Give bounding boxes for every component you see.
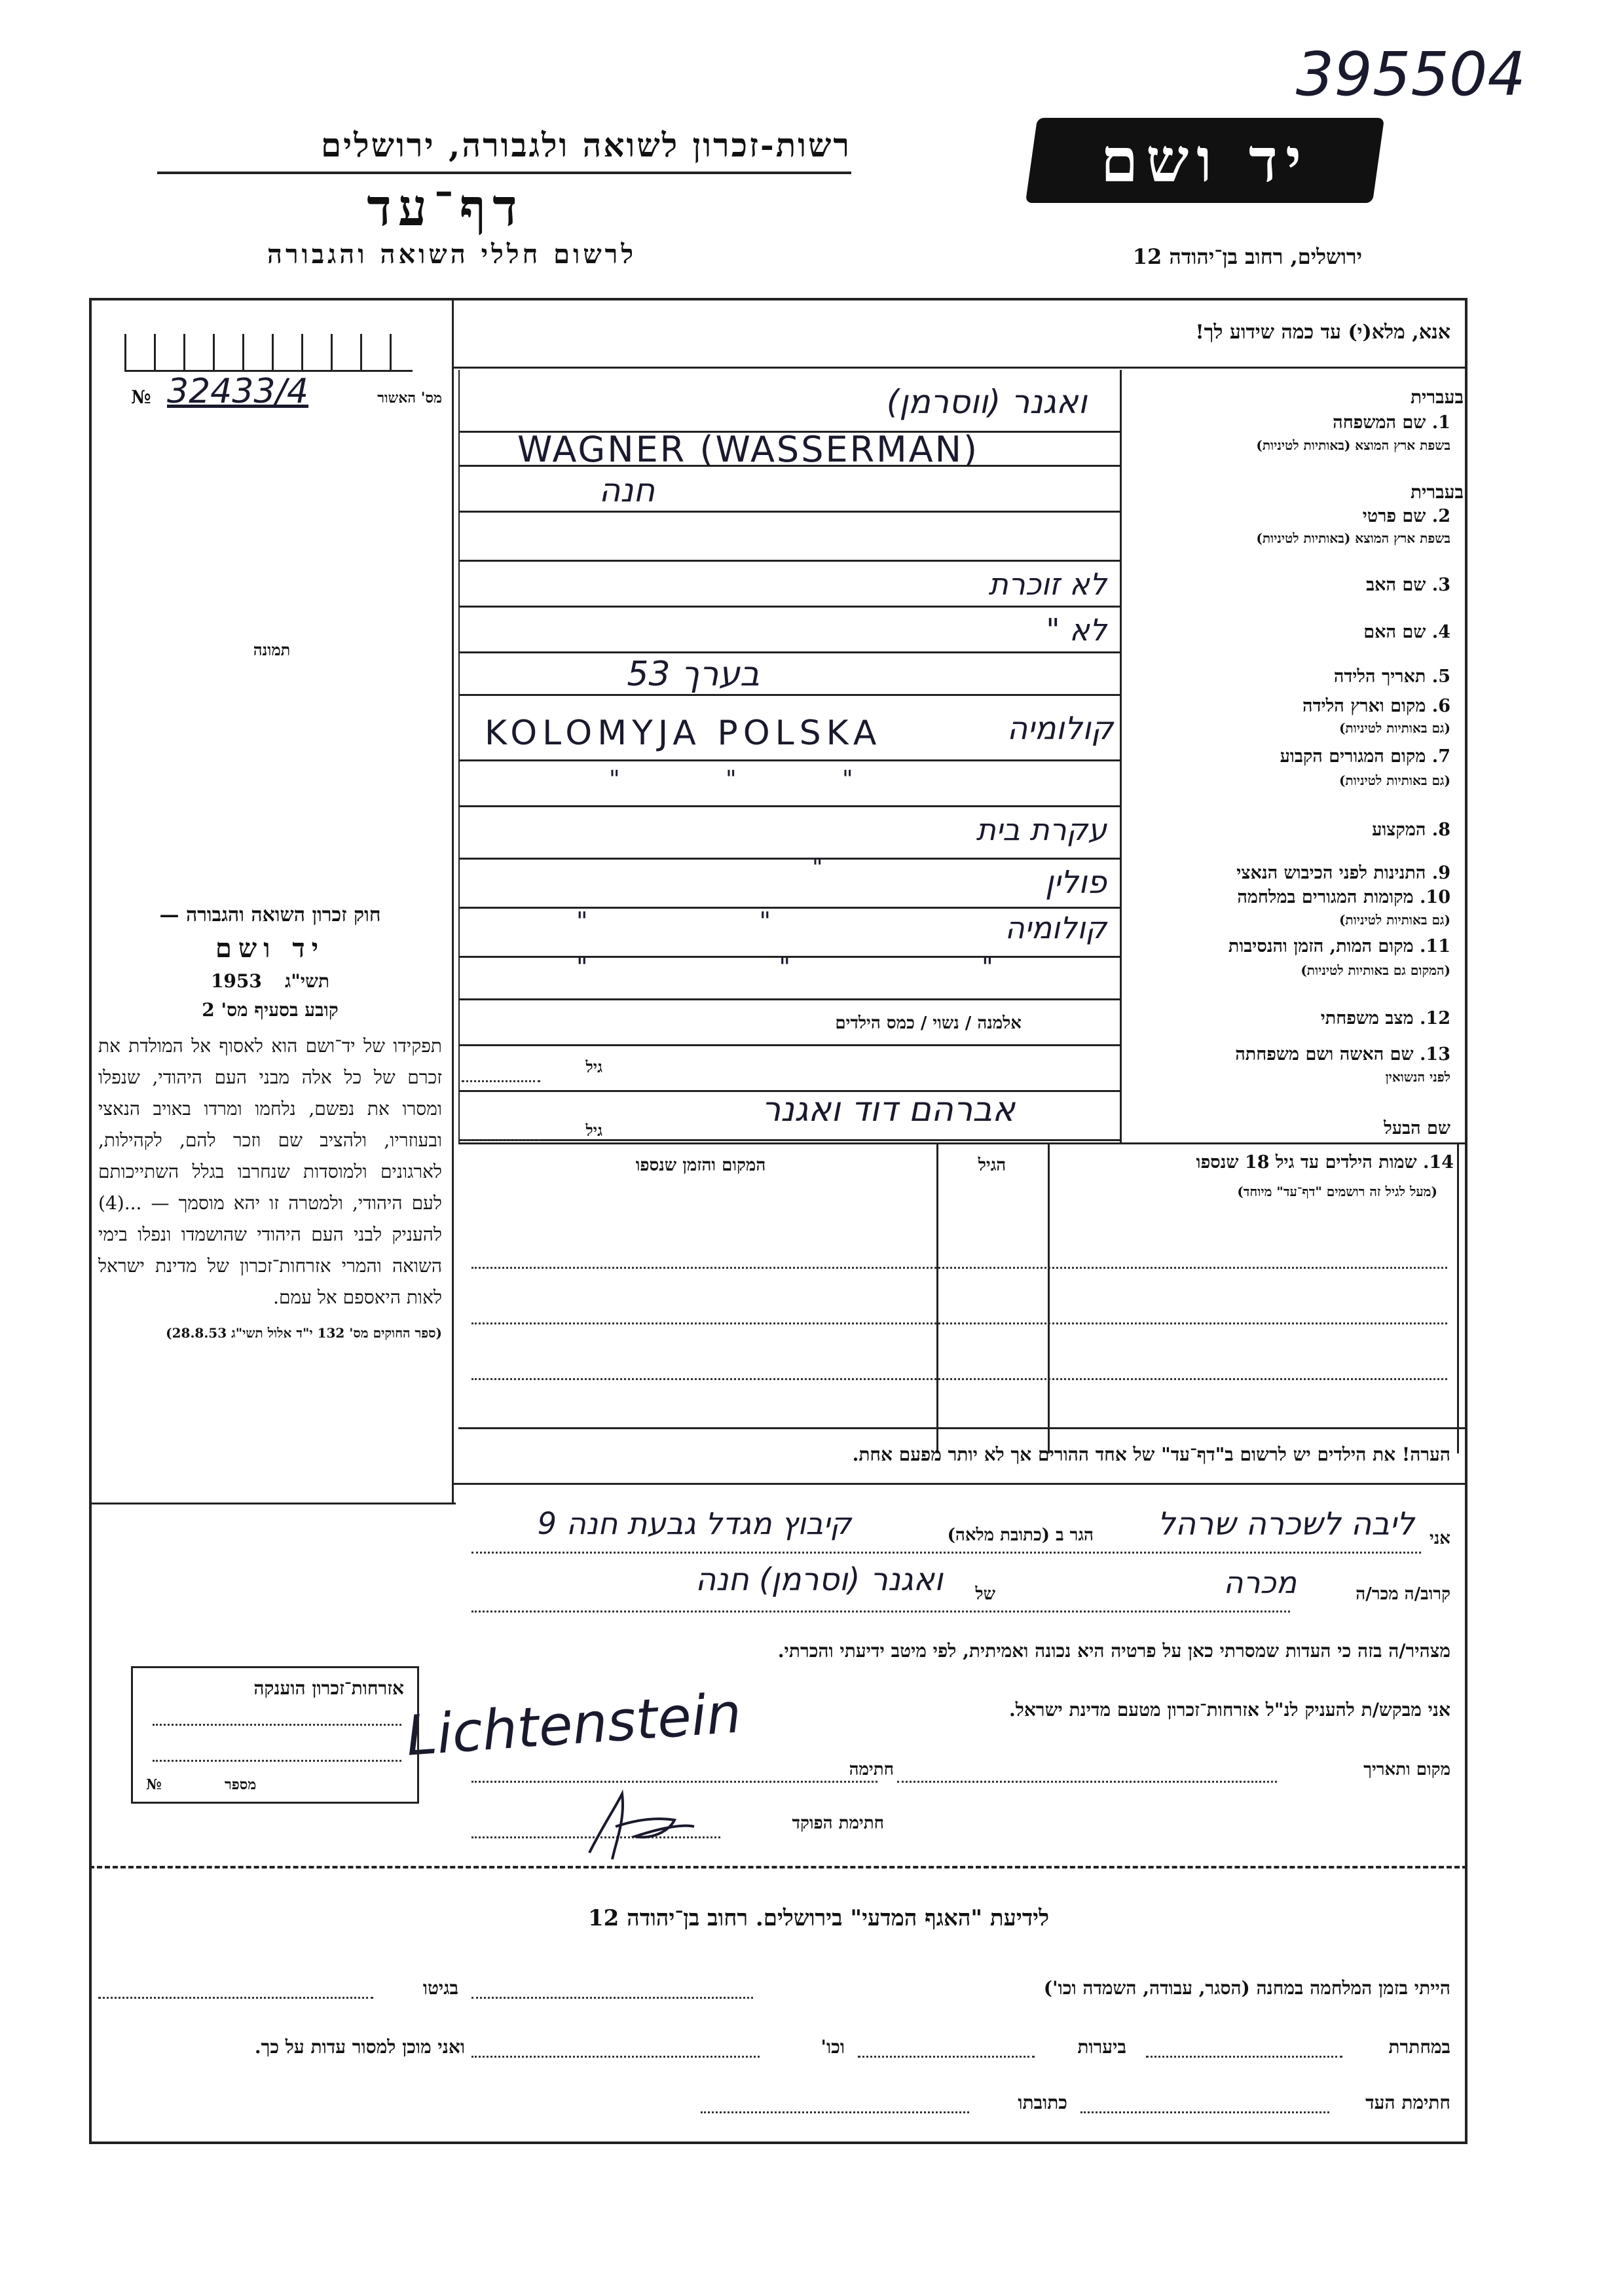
children-col-2 xyxy=(1048,1142,1050,1453)
declarant-address: קיבוץ מגדל גבעת חנה 9 xyxy=(537,1506,851,1541)
footer-blank-4 xyxy=(858,2056,1035,2058)
field-13-label: 13. שם האשה ושם משפחתה xyxy=(1235,1044,1450,1065)
law-box-bottom xyxy=(89,1503,456,1504)
citizenship-line xyxy=(153,1760,401,1762)
row-line xyxy=(458,858,1120,860)
footer-underground: במחתרת xyxy=(1388,2036,1450,2058)
authority-line: רשות-זכרון לשואה ולגבורה, ירושלים xyxy=(320,126,851,164)
footer-blank-7 xyxy=(701,2111,969,2113)
children-label: 14. שמות הילדים עד גיל 18 שנספו xyxy=(1196,1152,1454,1173)
husband-name: אברהם דוד ואגנר xyxy=(761,1090,1015,1129)
footer-blank-6 xyxy=(1080,2111,1329,2113)
declarant-i-label: אני xyxy=(1430,1529,1450,1548)
row-line xyxy=(458,606,1120,608)
declarant-name: ליבה לשכרה שרהל xyxy=(1157,1506,1414,1542)
wartime-ditto: " " xyxy=(576,907,771,936)
death-ditto: " " " xyxy=(576,953,993,981)
citizenship-line xyxy=(153,1724,401,1726)
law-year-he: תשי"ג xyxy=(284,970,330,992)
officer-sig-label: חתימת הפוקד xyxy=(792,1813,884,1833)
residence-ditto: " " " xyxy=(609,766,853,793)
field-7-label: 7. מקום המגורים הקבוע xyxy=(1280,746,1450,767)
place-date-line xyxy=(897,1781,1277,1783)
signature-label: חתימה xyxy=(849,1760,894,1779)
law-year: 1953 xyxy=(210,970,262,992)
field-8-label: 8. המקצוע xyxy=(1372,820,1450,840)
field-3-label: 3. שם האב xyxy=(1366,575,1450,595)
intro-text: אנא, מלא(י) עד כמה שידוע לך! xyxy=(1195,321,1450,344)
field-11-label: 11. מקום המות, הזמן והנסיבות xyxy=(1228,936,1450,957)
husband-label: שם הבעל xyxy=(1384,1118,1450,1139)
footer-blank-2 xyxy=(98,1997,373,1999)
tick-boxes xyxy=(124,334,426,373)
field-7-sub: (גם באותיות לטיניות) xyxy=(1338,773,1450,788)
children-sub: (מעל לגיל זה רושמים "דף־עד" מיוחד) xyxy=(1237,1184,1437,1199)
place-date-label: מקום ותאריך xyxy=(1363,1760,1450,1779)
of-name: ואגנר (וסרמן) חנה xyxy=(695,1561,943,1598)
children-col-place: המקום והזמן שנספו xyxy=(635,1156,766,1175)
row-line xyxy=(458,759,1120,761)
citizenship-box xyxy=(131,1666,419,1804)
citizenship-title: אזרחות־זכרון הוענקה xyxy=(253,1677,404,1699)
footer-line-1: הייתי בזמן המלחמה במחנה (הסגר, עבודה, השמדה וכו') xyxy=(1043,1977,1450,1999)
footer-title: לידיעת "האגף המדעי" בירושלים. רחוב בן־יהודה 12 xyxy=(588,1905,1049,1931)
footer-ghetto: בגיטו xyxy=(422,1977,458,1999)
left-column-divider xyxy=(452,298,454,1503)
children-top-line xyxy=(458,1142,1467,1144)
children-col-age: הגיל xyxy=(978,1156,1006,1175)
field-6-sub: (גם באותיות לטיניות) xyxy=(1338,720,1450,736)
relative-label: קרוב/ה מכר/ה xyxy=(1356,1584,1450,1604)
row-line xyxy=(458,805,1120,807)
archive-number: 395504 xyxy=(1295,39,1526,109)
intro-bottom-line xyxy=(452,367,1467,369)
children-col-1 xyxy=(936,1142,938,1453)
note-text: הערה! את הילדים יש לרשום ב"דף־עד" של אחד ההורים אך לא יותר מפעם אחת. xyxy=(852,1444,1450,1465)
field-12-label: 12. מצב משפחתי xyxy=(1320,1008,1450,1029)
field-1-label: 1. שם המשפחה xyxy=(1333,412,1450,433)
field-9-label: 9. התנינות לפני הכיבוש הנאצי xyxy=(1236,863,1450,883)
family-name-lat: WAGNER (WASSERMAN) xyxy=(517,429,980,470)
citizenship: פולין xyxy=(1044,864,1107,901)
row-line xyxy=(458,511,1120,513)
field-6-label: 6. מקום וארץ הלידה xyxy=(1302,696,1450,716)
request-text: אני מבקש/ת להעניק לנ"ל אזרחות־זכרון מטעם מדינת ישראל. xyxy=(1008,1699,1450,1721)
entry-column-left xyxy=(458,370,460,1142)
field-2-sub-lat: בשפת ארץ המוצא (באותיות לטיניות) xyxy=(1256,530,1450,546)
approval-prefix: № xyxy=(131,386,151,408)
wife-age-label: גיל xyxy=(585,1057,602,1076)
footer-blank-3 xyxy=(1146,2056,1342,2058)
row-line xyxy=(458,651,1120,653)
approval-label: מס' האשור xyxy=(377,390,442,407)
photo-label: תמונה xyxy=(253,640,291,659)
logo-text: יד ושם xyxy=(1100,125,1310,196)
footer-divider xyxy=(89,1866,1467,1868)
profession: עקרת בית xyxy=(976,812,1107,847)
wife-age-line xyxy=(462,1080,540,1082)
family-name-he: ואגנר (ווסרמן) xyxy=(886,383,1087,421)
footer-blank-5 xyxy=(471,2056,760,2058)
form-title: דף־עד xyxy=(367,178,524,238)
children-row-line xyxy=(471,1322,1447,1324)
wartime-residence: קולומיה xyxy=(1005,910,1107,945)
husband-age-line xyxy=(462,1139,540,1141)
citizenship-ditto: " xyxy=(812,854,823,881)
family-status: אלמנה / נשוי / כמס הילדים xyxy=(835,1013,1022,1033)
declarant-line-1 xyxy=(471,1552,1421,1554)
children-row-line xyxy=(471,1267,1447,1269)
field-11-sub: (המקום גם באותיות לטיניות) xyxy=(1301,962,1450,978)
yad-vashem-logo xyxy=(1025,118,1384,203)
footer-witness-sig: חתימת העד xyxy=(1365,2092,1450,2113)
field-10-sub: (גם באותיות לטיניות) xyxy=(1338,912,1450,928)
field-10-label: 10. מקומות המגורים במלחמה xyxy=(1237,887,1450,907)
birth-date: בערך 53 xyxy=(627,655,760,694)
given-name-he: חנה xyxy=(599,471,655,509)
label-column-divider xyxy=(1120,370,1122,1142)
citizenship-number-prefix: № xyxy=(146,1776,162,1793)
mother-name: לא " xyxy=(1046,612,1107,647)
declarant-line-2 xyxy=(471,1611,1290,1613)
authority-underline xyxy=(157,172,851,174)
row-line xyxy=(458,560,1120,562)
citizenship-number-label: מספר xyxy=(225,1776,257,1793)
note-bottom-line xyxy=(452,1483,1467,1485)
footer-forests: ביערות xyxy=(1077,2036,1126,2058)
row-line xyxy=(458,694,1120,696)
law-ref: (ספר החוקים מס' 132 י"ד אלול תשי"ג 28.8.53) xyxy=(166,1325,442,1341)
birth-place-lat: KOLOMYJA POLSKA xyxy=(485,714,882,753)
declaration-text: מצהיר/ה בזה כי העדות שמסרתי כאן על פרטיה היא נכונה ואמיתית, לפי מיטב ידיעתי והכרתי. xyxy=(777,1640,1450,1662)
footer-address-label: כתובתו xyxy=(1018,2092,1067,2113)
footer-etc: וכו' xyxy=(821,2036,845,2058)
field-2-label: 2. שם פרטי xyxy=(1362,506,1450,526)
approval-number: 32433/4 xyxy=(167,372,309,411)
field-1-sub-he: בעברית xyxy=(1410,386,1464,408)
field-2-sub-he: בעברית xyxy=(1410,481,1464,503)
children-bottom-line xyxy=(458,1427,1467,1429)
footer-testimony: ואני מוכן למסור עדות על כך. xyxy=(254,2036,465,2058)
law-name: יד ושם xyxy=(215,933,325,964)
law-body: תפקידו של יד־ושם הוא לאסוף אל המולדת את זכרם של כל אלה מבני העם היהודי, שנפלו ומסרו את נפשם, נלחמו ומרדו באויב הנאצי ובעוזריו, ולהציב שם וזכר להם, לקהילות, לארגונים ולמוסדות שנחרבו בגלל השתייכותם לעם היהודי, ולמטרה זו יהא מוסמך — ...(4) להעניק לבני העם היהודי שהושמדו ונפלו בימי השואה והמרי אזרחות־זכרון של מדינת ישראל לאות היאספם אל עמם. xyxy=(98,1035,442,1308)
husband-age-label: גיל xyxy=(585,1121,602,1140)
law-clause: קובע בסעיף מס' 2 xyxy=(202,999,339,1021)
of-label: של xyxy=(975,1584,995,1604)
law-box xyxy=(92,903,449,1341)
field-5-label: 5. תאריך הלידה xyxy=(1333,666,1450,687)
row-line xyxy=(458,998,1120,1000)
children-row-line xyxy=(471,1378,1447,1380)
row-line xyxy=(458,1044,1120,1046)
form-subtitle: לרשום חללי השואה והגבורה xyxy=(267,239,637,270)
field-1-sub-lat: בשפת ארץ המוצא (באותיות לטיניות) xyxy=(1256,437,1450,453)
declarant-signature: Lichtenstein xyxy=(404,1681,744,1768)
children-col-3 xyxy=(1457,1142,1459,1453)
father-name: לא זוכרת xyxy=(988,566,1107,602)
field-4-label: 4. שם האם xyxy=(1363,622,1450,642)
law-title: חוק זכרון השואה והגבורה — xyxy=(159,903,381,926)
address: ירושלים, רחוב בן־יהודה 12 xyxy=(1132,244,1362,269)
officer-signature-scribble xyxy=(576,1781,701,1866)
birth-place-he: קולומיה xyxy=(1006,710,1113,747)
relation-value: מכרה xyxy=(1223,1565,1297,1600)
footer-blank-1 xyxy=(471,1997,753,1999)
declarant-resides-label: הגר ב (כתובת מלאה) xyxy=(947,1525,1094,1545)
field-13-sub: לפני הנשואין xyxy=(1385,1069,1450,1085)
